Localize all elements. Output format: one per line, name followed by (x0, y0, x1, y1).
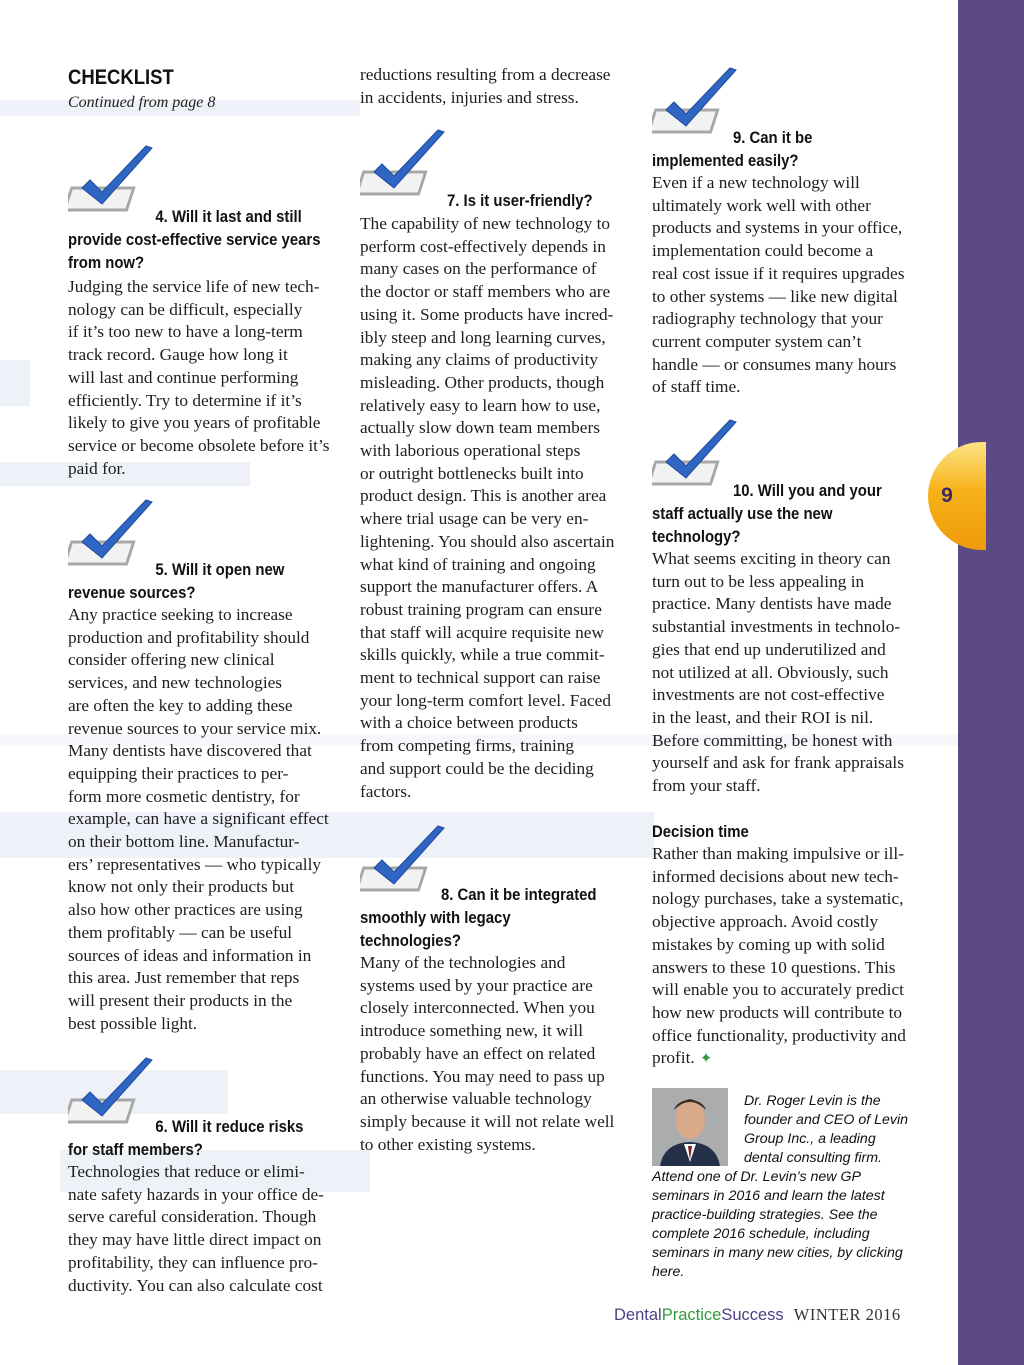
question-9-body: Even if a new technology will ultimately work well with other products and systems in your office, implementation could become a real cost issue if it requires upgrades to other systems — like new digital radiography technology that your current computer system can’t handle — or consumes many hours of staff time. (652, 173, 905, 397)
brand-practice: Practice (661, 1306, 722, 1324)
question-4-heading: 4. Will it last and still provide cost-effective service years from now? (68, 208, 321, 272)
question-8-heading: 8. Can it be integrated smoothly with legacy technologies? (360, 886, 597, 950)
section-title: CHECKLIST (68, 66, 174, 89)
question-9-heading: 9. Can it be implemented easily? (652, 129, 813, 170)
continued-note: Continued from page 8 (68, 94, 216, 111)
seminar-promo: Attend one of Dr. Levin’s new GP seminars in 2016 and learn the latest practice-building strategies. See the complete 2016 schedule, including seminars in many new cities, by clicking here. (652, 1169, 903, 1280)
brand-dental: Dental (614, 1306, 662, 1324)
question-7-body: The capability of new technology to perform cost-effectively depends in many cases on the performance of the doctor or staff members who are using it. Some products have incred- ibly steep and long learning curves, making any claims of productivity misleading. Other products, though relatively easy to learn how to use, actually slow down team members with laborious operational steps or outright bottlenecks built into product design. This is another area where trial usage can be very en- lightening. You should also ascertain what kind of training and ongoing support the manufacturer offers. A robust training program can ensure that staff will acquire requisite new skills quickly, while a true commit- ment to technical support can raise your long-term comfort level. Faced with a choice between products from competing firms, training and support could be the deciding factors. (360, 214, 615, 801)
question-6-body: Technologies that reduce or elimi- nate safety hazards in your office de- serve careful consideration. Though they may have little direct impact on profitability, they can influence pro- ductivity. You can also calculate cost (68, 1162, 324, 1295)
page-number: 9 (941, 484, 953, 507)
question-5-body: Any practice seeking to increase production and profitability should consider offering new clinical services, and new technologies are often the key to adding these revenue sources to your service mix. Many dentists have discovered that equipping their practices to per- form more cosmetic dentistry, for example, can have a significant effect on their bottom line. Manufactur- ers’ representatives — who typically know not only their products but also how other practices are using them profitably — can be useful sources of ideas and information in this area. Just remember that reps will present their products in the best possible light. (68, 605, 329, 1033)
question-6-body-continued: reductions resulting from a decrease in accidents, injuries and stress. (360, 65, 611, 107)
end-mark-icon: ✦ (699, 1051, 713, 1068)
question-10-body: What seems exciting in theory can turn out to be less appealing in practice. Many dentists have made substantial investments in technolo- gies that end up underutilized and not utilized at all. Obviously, such investments are not cost-effective in the least, and their ROI is nil. Before committing, be honest with yourself and ask for frank appraisals from your staff. (652, 549, 904, 796)
question-4-body: Judging the service life of new tech- nology can be difficult, especially if it’s too new to have a long-term track record. Gauge how long it will last and continue performing efficiently. Try to determine if it’s likely to give you years of profitable service or become obsolete before it’s paid for. (68, 277, 330, 478)
brand-success: Success (721, 1306, 784, 1324)
decision-time-body: Rather than making impulsive or ill- informed decisions about new tech- nology purchases, take a systematic, objective approach. Avoid costly mistakes by coming up with solid answers to these 10 questions. This will enable you to accurately predict how new products will contribute to office functionality, productivity and profit. (652, 844, 906, 1068)
question-7-heading: 7. Is it user-friendly? (447, 192, 593, 210)
question-5-heading: 5. Will it open new revenue sources? (68, 561, 285, 602)
decision-time-heading: Decision time (652, 823, 749, 841)
issue-date: WINTER 2016 (793, 1305, 901, 1324)
footer (614, 1305, 901, 1325)
author-bio: Dr. Roger Levin is the founder and CEO of Levin Group Inc., a leading dental consulting firm. (744, 1093, 909, 1166)
background-band (0, 360, 30, 406)
page-sidebar (958, 0, 1024, 1365)
decision-time-block (652, 843, 934, 1070)
question-10-heading: 10. Will you and your staff actually use the new technology? (652, 482, 882, 546)
author-photo (652, 1088, 728, 1166)
checkmark-icon (360, 128, 452, 206)
question-6-heading: 6. Will it reduce risks for staff members? (68, 1118, 304, 1159)
question-8-body: Many of the technologies and systems used by your practice are closely interconnected. When you introduce something new, it will probably have an effect on related functions. You may need to pass up an otherwise valuable technology simply because it will not relate well to other existing systems. (360, 953, 615, 1154)
